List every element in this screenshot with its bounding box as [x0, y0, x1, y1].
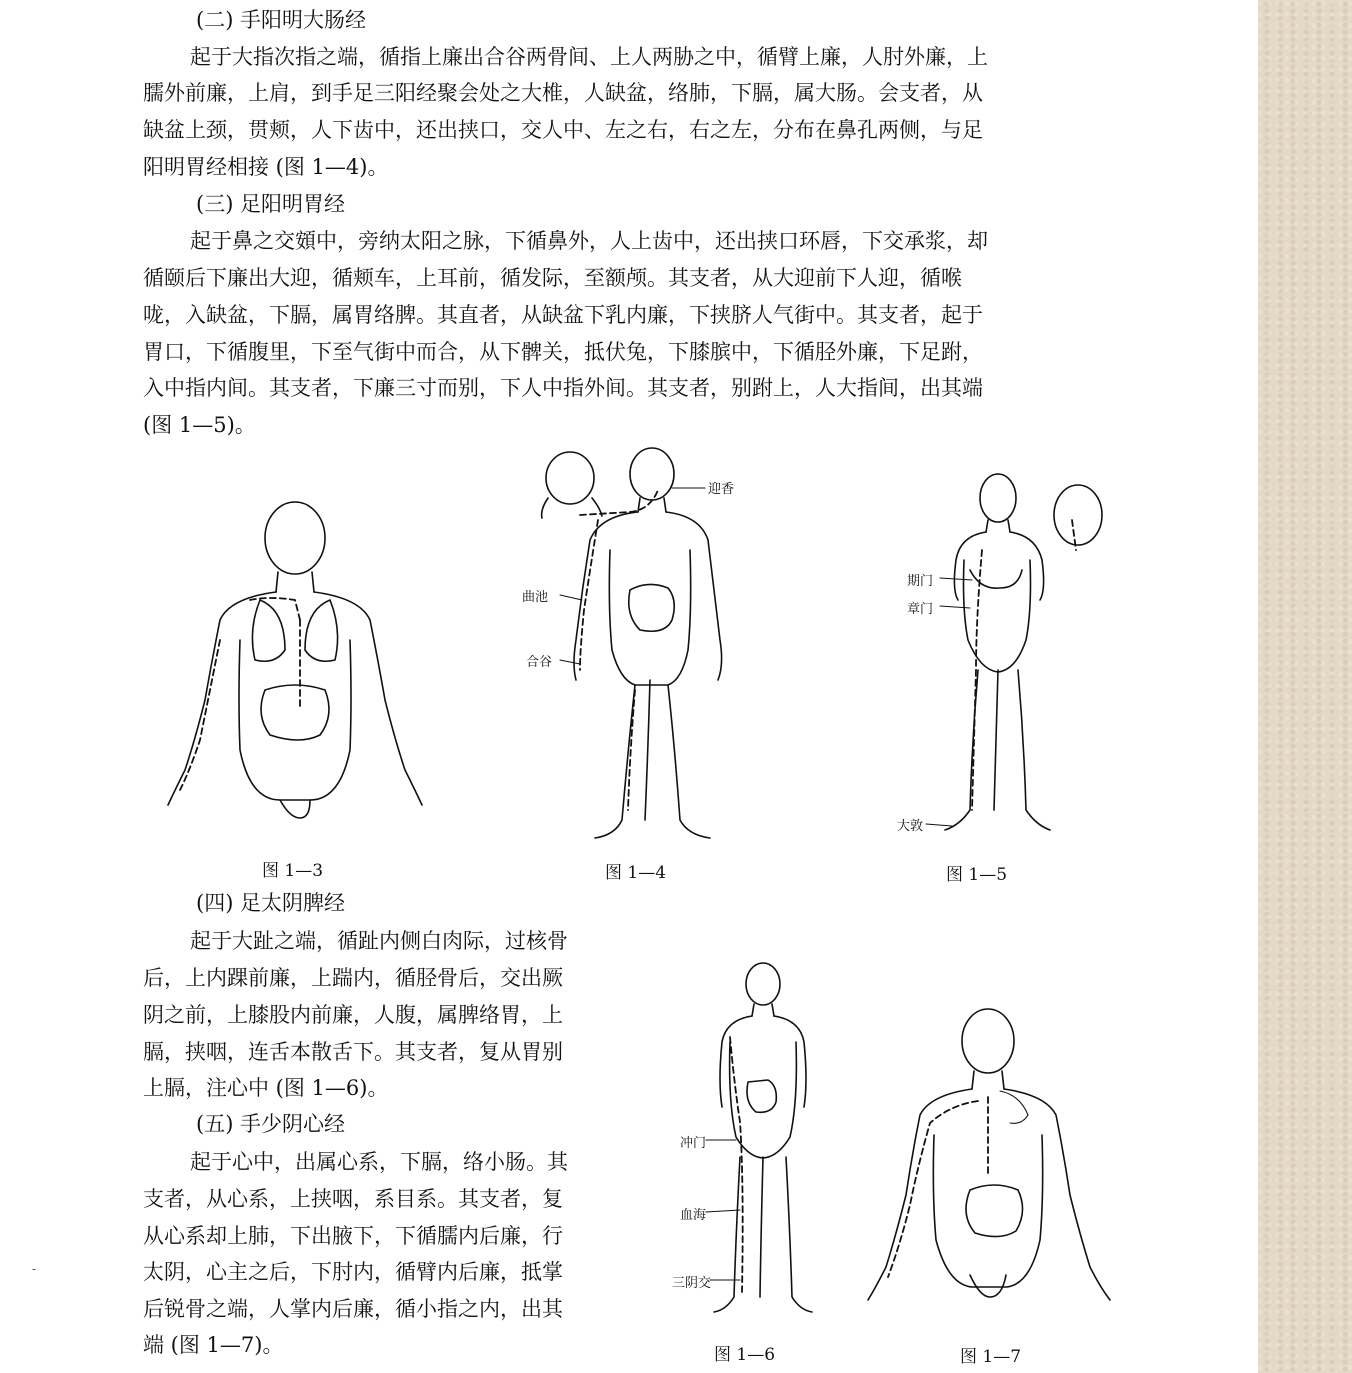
- paragraph-line: 后，上内踝前廉，上踹内，循胫骨后，交出厥: [143, 966, 563, 990]
- paragraph-line: 循颐后下廉出大迎，循颊车，上耳前，循发际，至额颅。其支者，从大迎前下人迎，循喉: [143, 266, 962, 290]
- figure-caption: 图 1—5: [946, 865, 1008, 885]
- paragraph-line: 后锐骨之端，人掌内后廉，循小指之内，出其: [143, 1297, 563, 1321]
- paragraph-line: 臑外前廉，上肩，到手足三阳经聚会处之大椎，人缺盆，络肺，下膈，属大肠。会支者，从: [143, 81, 983, 105]
- acupoint-label: 迎香: [708, 482, 735, 497]
- paragraph-line: 胃口，下循腹里，下至气街中而合，从下髀关，抵伏兔，下膝膑中，下循胫外廉，下足跗，: [143, 340, 983, 364]
- acupoint-label: 三阴交: [672, 1276, 712, 1291]
- section-heading-stomach: (三) 足阳明胃经: [196, 192, 346, 216]
- margin-mark: -: [32, 1262, 37, 1276]
- paragraph-line: 阴之前，上膝股内前廉，人腹，属脾络胃，上: [143, 1003, 563, 1027]
- section-heading-spleen: (四) 足太阴脾经: [196, 891, 346, 915]
- acupoint-label: 大敦: [897, 819, 924, 834]
- acupoint-label: 章门: [907, 602, 934, 617]
- paragraph-line: 起于鼻之交頞中，旁纳太阳之脉，下循鼻外，人上齿中，还出挟口环唇，下交承浆，却: [190, 229, 988, 253]
- figure-caption: 图 1—3: [262, 861, 324, 881]
- section-heading-large-intestine: (二) 手阳明大肠经: [196, 8, 367, 32]
- paragraph-line: 从心系却上肺，下出腋下，下循臑内后廉，行: [143, 1224, 563, 1248]
- acupoint-label: 冲门: [680, 1136, 707, 1151]
- acupoint-label: 曲池: [522, 590, 549, 605]
- paragraph-line: 太阴，心主之后，下肘内，循臂内后廉，抵掌: [143, 1260, 563, 1284]
- background-texture: [1258, 0, 1352, 1373]
- figure-1-7-illustration: [860, 1005, 1120, 1310]
- figure-caption: 图 1—7: [960, 1347, 1022, 1367]
- paragraph-line: 端 (图 1—7)。: [143, 1333, 284, 1357]
- paragraph-line: 起于大趾之端，循趾内侧白肉际，过核骨: [190, 929, 568, 953]
- paragraph-line: 入中指内间。其支者，下廉三寸而别，下人中指外间。其支者，别跗上，人大指间，出其端: [143, 376, 983, 400]
- figure-1-5-illustration: [900, 470, 1130, 840]
- paragraph-line: 起于心中，出属心系，下膈，络小肠。其: [190, 1150, 568, 1174]
- paragraph-line: 缺盆上颈，贯颊，人下齿中，还出挟口，交人中、左之右，右之左，分布在鼻孔两侧，与足: [143, 118, 983, 142]
- paragraph-line: (图 1—5)。: [143, 413, 256, 437]
- section-heading-heart: (五) 手少阴心经: [196, 1112, 346, 1136]
- paragraph-line: 咙，入缺盆，下膈，属胃络脾。其直者，从缺盆下乳内廉，下挟脐人气街中。其支者，起于: [143, 303, 983, 327]
- acupoint-label: 期门: [907, 574, 934, 589]
- acupoint-label: 血海: [680, 1208, 707, 1223]
- paragraph-line: 上膈，注心中 (图 1—6)。: [143, 1076, 389, 1100]
- figure-1-3-illustration: [160, 500, 430, 830]
- figure-1-6-illustration: [700, 962, 820, 1322]
- figure-caption: 图 1—6: [714, 1345, 776, 1365]
- figure-caption: 图 1—4: [605, 863, 667, 883]
- paragraph-line: 支者，从心系，上挟咽，系目系。其支者，复: [143, 1187, 563, 1211]
- acupoint-label: 合谷: [526, 655, 553, 670]
- paragraph-line: 阳明胃经相接 (图 1—4)。: [143, 155, 389, 179]
- paragraph-line: 起于大指次指之端，循指上廉出合谷两骨间、上人两胁之中，循臂上廉，人肘外廉，上: [190, 45, 988, 69]
- figure-1-4-illustration: [540, 450, 760, 845]
- paragraph-line: 膈，挟咽，连舌本散舌下。其支者，复从胃别: [143, 1040, 563, 1064]
